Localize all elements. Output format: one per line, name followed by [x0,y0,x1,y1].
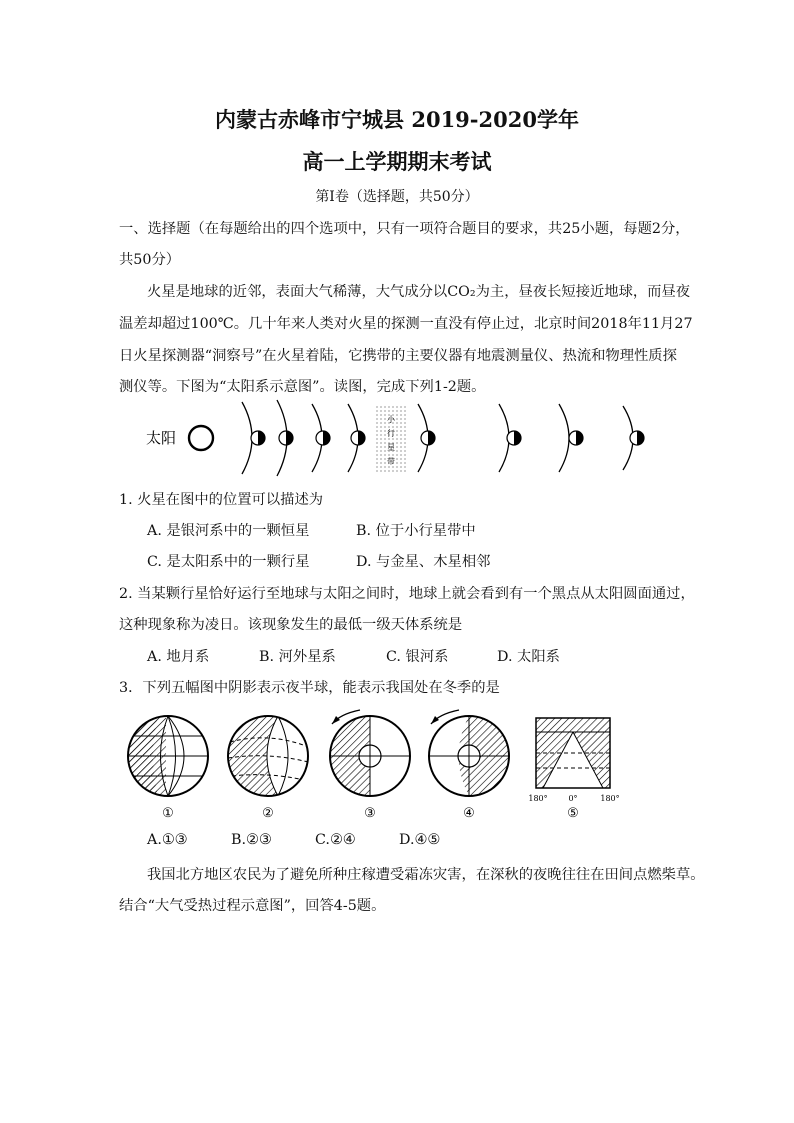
diagram-5 [536,718,610,788]
sun-label: 太阳 [146,429,177,447]
q2-option-c: C. 银河系 [386,649,449,665]
axis-label-left: 180° [528,794,548,803]
globe-2 [228,716,308,796]
q2-stem-line-2: 这种现象称为凌日。该现象发生的最低一级天体系统是 [119,617,463,633]
passage2-line-1: 我国北方地区农民为了避免所种庄稼遭受霜冻灾害，在深秋的夜晚往往在田间点燃柴草。 [147,867,705,883]
planet-uranus [569,431,583,445]
passage1-line-4: 测仪等。下图为“太阳系示意图”。读图，完成下列1-2题。 [119,379,486,395]
q1-option-b: B. 位于小行星带中 [356,523,476,539]
exam-title: 内蒙古赤峰市宁城县 2019-2020学年 [215,107,579,132]
instructions-line-2: 共50分） [119,252,181,268]
q2-option-b: B. 河外星系 [259,649,336,665]
fig-label-3: ③ [364,806,376,821]
axis-label-center: 0° [568,794,578,803]
globe-3 [330,710,410,796]
planet-earth [316,431,330,445]
axis-label-right: 180° [600,794,620,803]
planet-venus [279,431,293,445]
q2-stem-line-1: 2. 当某颗行星恰好运行至地球与太阳之间时，地球上就会看到有一个黑点从太阳圆面通过， [119,586,695,602]
planet-mercury [251,431,265,445]
section-heading: 第Ⅰ卷（选择题，共50分） [315,189,479,205]
q3-option-a: A.①③ [147,832,188,848]
globe-diagrams [118,702,638,824]
q1-option-d: D. 与金星、木星相邻 [356,554,491,570]
planet-saturn [507,431,521,445]
q1-option-c: C. 是太阳系中的一颗行星 [147,554,310,570]
passage1-line-2: 温差却超过100℃。几十年来人类对火星的探测一直没有停止过，北京时间2018年11月27 [119,316,693,332]
fig-label-4: ④ [463,806,475,821]
q1-option-a: A. 是银河系中的一颗恒星 [147,523,310,539]
q2-option-d: D. 太阳系 [497,649,560,665]
q3-option-c: C.②④ [315,832,356,848]
globe-4 [429,710,509,796]
q1-stem: 1. 火星在图中的位置可以描述为 [119,492,324,508]
solar-system-diagram [140,398,660,478]
instructions-line-1: 一、选择题（在每题给出的四个选项中，只有一项符合题目的要求，共25小题，每题2分， [119,221,690,237]
fig-label-5: ⑤ [567,806,579,821]
exam-subtitle: 高一上学期期末考试 [302,149,492,174]
globe-1 [128,716,208,796]
passage2-line-2: 结合“大气受热过程示意图”，回答4-5题。 [119,898,386,914]
belt-char-2: 行 [387,429,395,438]
belt-char-1: 小 [387,415,395,424]
q3-option-d: D.④⑤ [399,832,441,848]
q3-option-b: B.②③ [231,832,272,848]
q2-option-a: A. 地月系 [147,649,210,665]
fig-label-2: ② [262,806,274,821]
q3-stem: 3．下列五幅图中阴影表示夜半球，能表示我国处在冬季的是 [119,680,500,696]
passage1-line-3: 日火星探测器“洞察号”在火星着陆，它携带的主要仪器有地震测量仪、热流和物理性质探 [119,348,677,364]
planet-mars [351,431,365,445]
planet-neptune [630,431,644,445]
planet-jupiter [421,431,435,445]
sun-circle [189,426,213,450]
belt-char-3: 星 [387,443,395,452]
belt-char-4: 带 [387,457,395,466]
passage1-line-1: 火星是地球的近邻，表面大气稀薄，大气成分以CO₂为主，昼夜长短接近地球，而昼夜 [147,284,691,300]
fig-label-1: ① [162,806,174,821]
